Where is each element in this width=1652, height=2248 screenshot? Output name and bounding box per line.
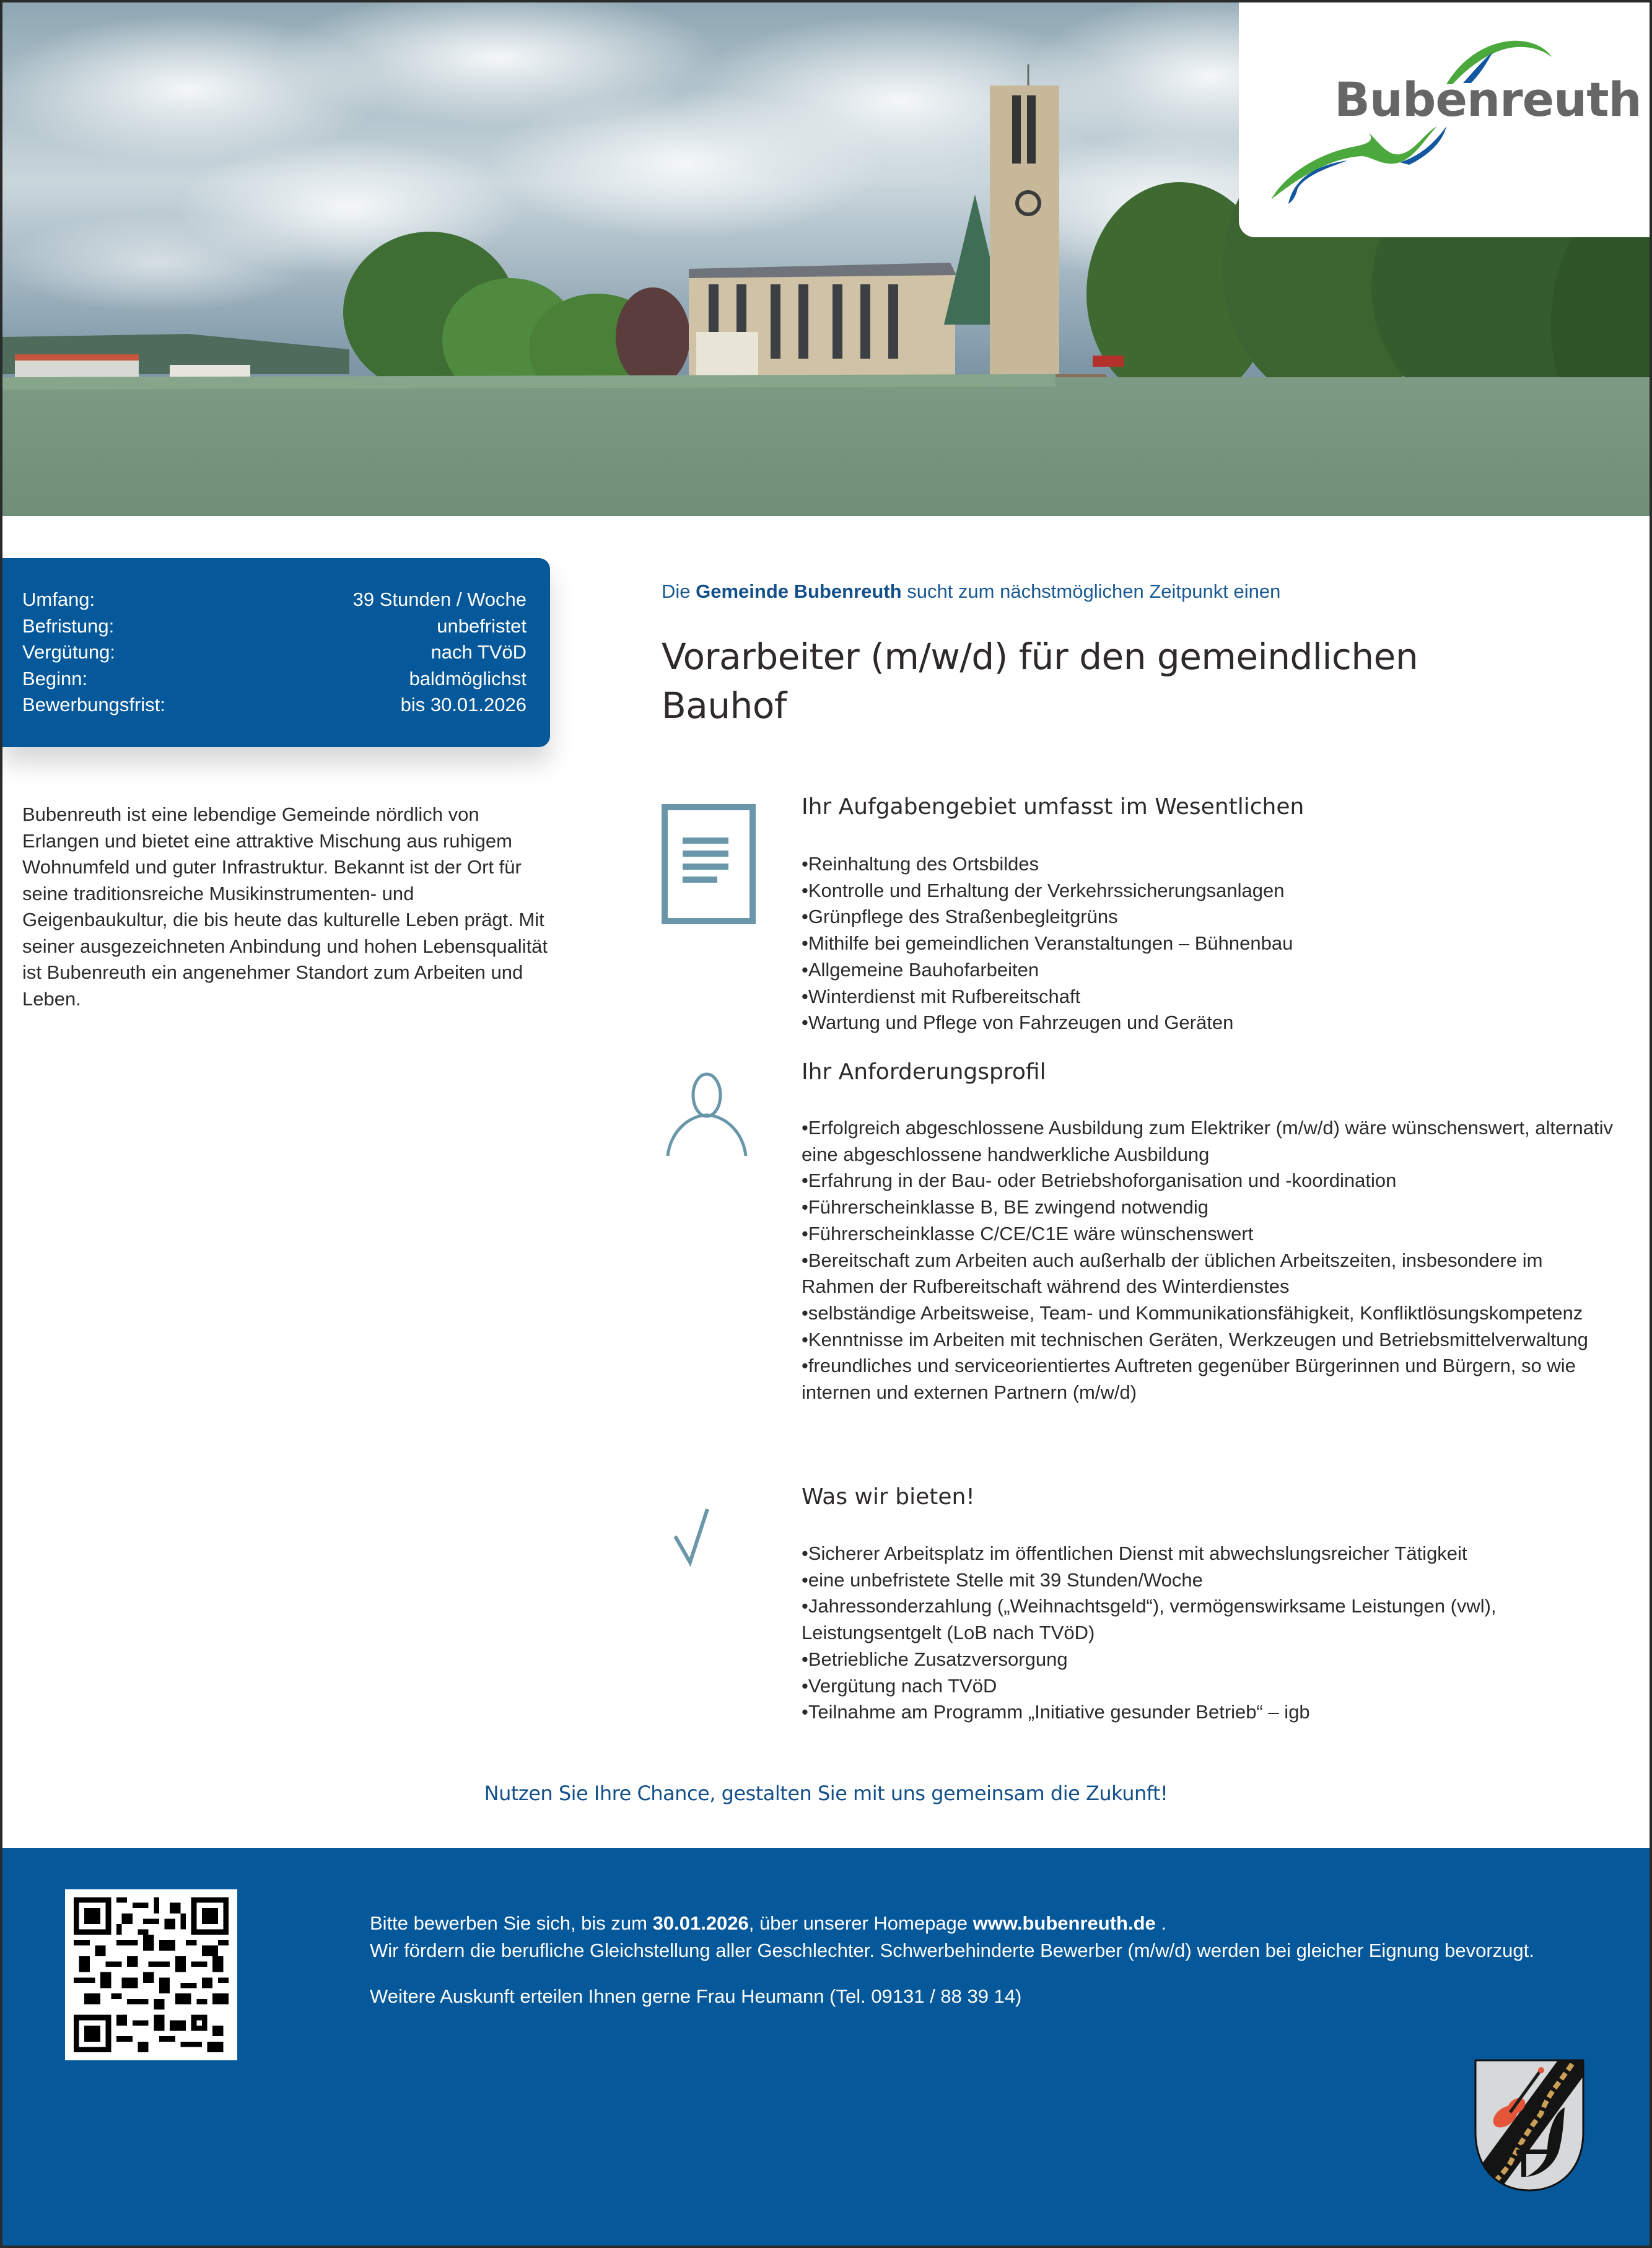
- section-title: Ihr Anforderungsprofil: [802, 1059, 1046, 1085]
- section-tasks: [662, 789, 1628, 1049]
- section-profile: [662, 1056, 1628, 1477]
- fact-label: Befristung:: [22, 614, 115, 637]
- fact-label: Beginn:: [22, 667, 88, 689]
- fact-row-term: [22, 613, 527, 640]
- requirement-list: [802, 1115, 1619, 1406]
- list-item: • Betriebliche Zusatzversorgung: [802, 1647, 1619, 1673]
- fact-value: 39 Stunden / Woche: [352, 588, 527, 610]
- document-icon: [662, 804, 756, 927]
- lead-suffix: sucht zum nächstmöglichen Zeitpunkt einen: [907, 580, 1281, 602]
- section-offer: [662, 1480, 1628, 1741]
- list-item: • Erfahrung in der Bau- oder Betriebshoforganisation und -koordination: [802, 1168, 1619, 1194]
- list-item: • Winterdienst mit Rufbereitschaft: [802, 984, 1619, 1010]
- job-title: [662, 632, 1529, 730]
- list-item: • selbständige Arbeitsweise, Team- und Kommunikationsfähigkeit, Konfliktlösungskompetenz: [802, 1300, 1619, 1327]
- list-item: • Kenntnisse im Arbeiten mit technischen Geräten, Werkzeugen und Betriebsmittelverwaltung: [802, 1327, 1619, 1354]
- list-item: • Führerscheinklasse B, BE zwingend notwendig: [802, 1194, 1619, 1221]
- checkmark-icon: [662, 1508, 756, 1573]
- fact-row-scope: [22, 587, 527, 613]
- benefit-list: [802, 1541, 1619, 1726]
- coat-of-arms-icon: [1473, 2058, 1586, 2196]
- job-title-line1: Vorarbeiter (m/w/d) für den gemeindlichen: [662, 636, 1418, 678]
- list-item: • Führerscheinklasse C/CE/C1E wäre wünschenswert: [802, 1221, 1619, 1248]
- list-item: • eine unbefristete Stelle mit 39 Stunden/Woche: [802, 1567, 1619, 1594]
- apply-prefix: Bitte bewerben Sie sich, bis zum: [370, 1912, 647, 1934]
- list-item: • freundliches und serviceorientiertes Auftreten gegenüber Bürgerinnen und Bürgern, so wie internen und externen Partnern (m/w/d): [802, 1353, 1619, 1406]
- list-item: • Teilnahme am Programm „Initiative gesunder Betrieb“ – igb: [802, 1699, 1619, 1726]
- lead-prefix: Die: [662, 580, 691, 602]
- fact-label: Bewerbungsfrist:: [22, 694, 165, 715]
- list-item: • Allgemeine Bauhofarbeiten: [802, 957, 1619, 984]
- fact-row-salary: [22, 639, 527, 666]
- fact-row-deadline: [22, 692, 527, 719]
- fact-row-start: [22, 666, 527, 693]
- fact-label: Vergütung:: [22, 641, 115, 663]
- slogan: Nutzen Sie Ihre Chance, gestalten Sie mit uns gemeinsam die Zukunft!: [484, 1782, 1168, 1805]
- hero-photo: [2, 2, 1650, 516]
- equality-statement: Wir fördern die berufliche Gleichstellung aller Geschlechter. Schwerbehinderte Bewerber (m/w/d) werden bei gleicher Eignung bevorzugt.: [370, 1940, 1534, 1961]
- homepage-link[interactable]: www.bubenreuth.de: [972, 1912, 1156, 1934]
- lead-employer: Gemeinde Bubenreuth: [696, 580, 902, 602]
- list-item: • Kontrolle und Erhaltung der Verkehrssicherungsanlagen: [802, 878, 1619, 904]
- apply-line: [370, 1910, 1584, 1937]
- list-item: • Vergütung nach TVöD: [802, 1673, 1619, 1700]
- list-item: • Reinhaltung des Ortsbildes: [802, 851, 1619, 878]
- apply-deadline: 30.01.2026: [652, 1912, 749, 1934]
- job-posting-page: [2, 2, 1650, 2246]
- logo-box: [1239, 2, 1650, 237]
- list-item: • Bereitschaft zum Arbeiten auch außerhalb der üblichen Arbeitszeiten, insbesondere im Rahmen der Rufbereitschaft während des Winterdienstes: [802, 1248, 1619, 1300]
- list-item: • Erfolgreich abgeschlossene Ausbildung zum Elektriker (m/w/d) wäre wünschenswert, alternativ eine abgeschlossene handwerkliche Ausbildung: [802, 1115, 1619, 1168]
- person-icon: [662, 1072, 756, 1161]
- qr-code-icon[interactable]: [65, 1889, 237, 2060]
- task-list: [802, 851, 1619, 1036]
- logo-wordmark: Bubenreuth: [1334, 72, 1641, 127]
- section-title: Ihr Aufgabengebiet umfasst im Wesentlichen: [802, 794, 1305, 820]
- list-item: • Mithilfe bei gemeindlichen Veranstaltungen – Bühnenbau: [802, 930, 1619, 957]
- apply-middle: , über unserer Homepage: [748, 1912, 968, 1934]
- apply-suffix: .: [1155, 1912, 1166, 1934]
- fact-label: Umfang:: [22, 588, 95, 610]
- section-title: Was wir bieten!: [802, 1484, 975, 1510]
- job-facts-box: [2, 558, 550, 747]
- contact-info: Weitere Auskunft erteilen Ihnen gerne Frau Heumann (Tel. 09131 / 88 39 14): [370, 1985, 1022, 2007]
- footer: [2, 1848, 1650, 2246]
- list-item: • Grünpflege des Straßenbegleitgrüns: [802, 904, 1619, 930]
- fact-value: baldmöglichst: [409, 667, 527, 689]
- fact-value: bis 30.01.2026: [400, 694, 527, 715]
- list-item: • Jahressonderzahlung („Weihnachtsgeld“), vermögenswirksame Leistungen (vwl), Leistungsentgelt (LoB nach TVöD): [802, 1593, 1619, 1646]
- list-item: • Sicherer Arbeitsplatz im öffentlichen Dienst mit abwechslungsreicher Tätigkeit: [802, 1541, 1619, 1567]
- intro-paragraph: Bubenreuth ist eine lebendige Gemeinde nördlich von Erlangen und bietet eine attraktive Mischung aus ruhigem Wohnumfeld und guter Infrastruktur. Bekannt ist der Ort für seine traditionsreiche Musikinstrumenten- und Geigenbaukultur, die bis heute das kulturelle Leben prägt. Mit seiner ausgezeichneten Anbindung und hohen Lebensqualität ist Bubenreuth ein angenehmer Standort zum Arbeiten und Leben.: [22, 803, 548, 1010]
- application-info: [370, 1910, 1584, 2010]
- job-title-line2: Bauhof: [662, 684, 787, 727]
- list-item: • Wartung und Pflege von Fahrzeugen und Geräten: [802, 1010, 1619, 1036]
- fact-value: unbefristet: [437, 614, 527, 637]
- lead-line: [662, 580, 1280, 603]
- fact-value: nach TVöD: [430, 641, 527, 663]
